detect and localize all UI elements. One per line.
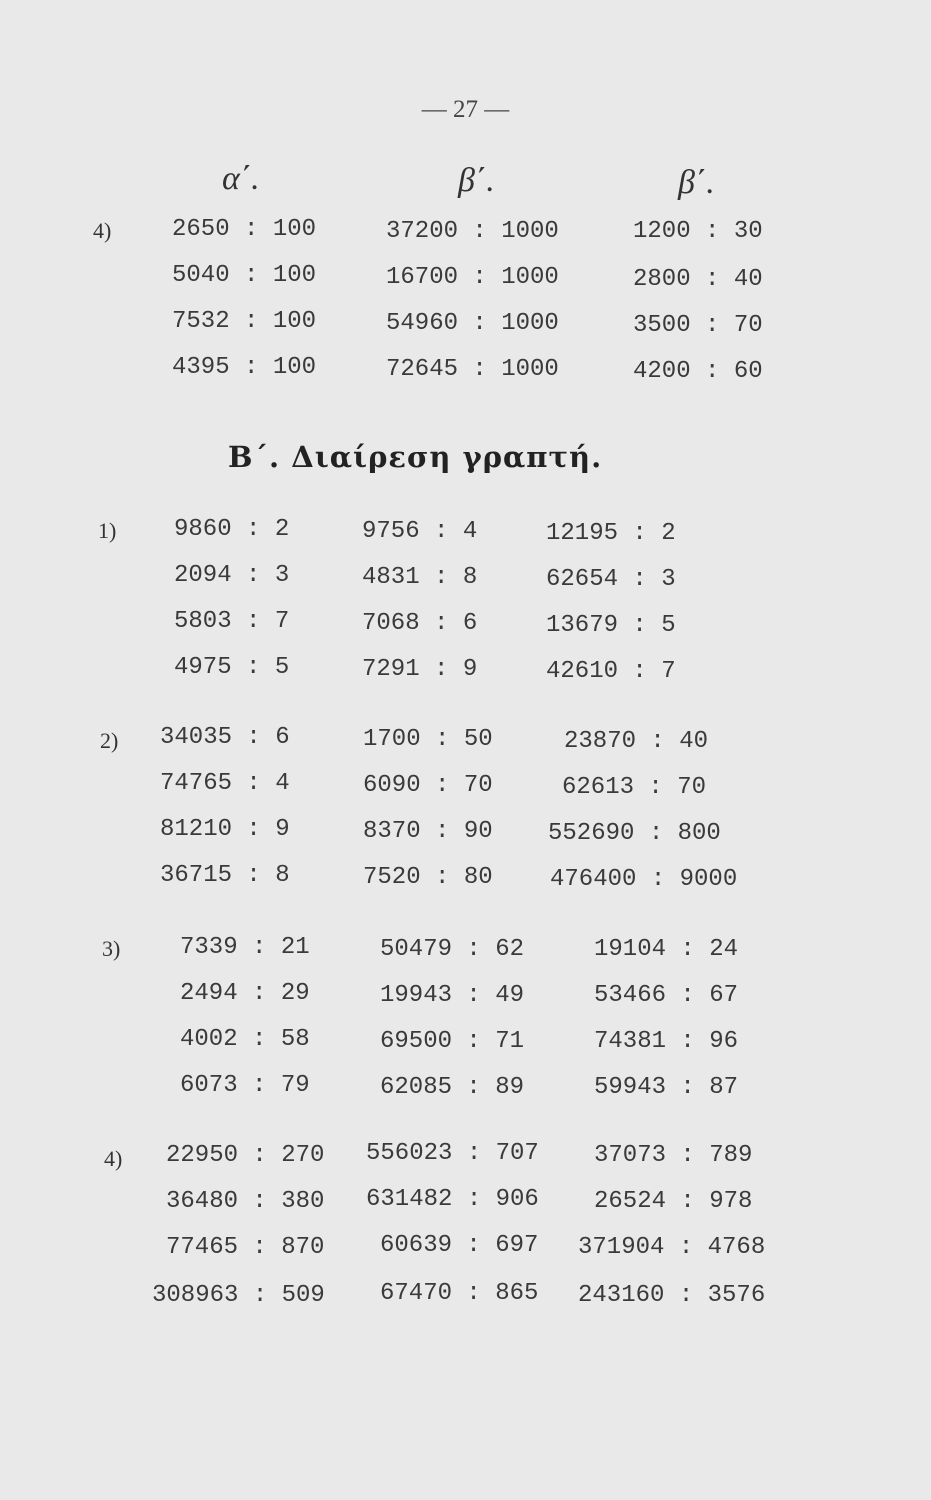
exercise-item: 1200 : 30 [633,218,763,245]
section-title: Β΄. Διαίρεση γραπτή. [228,440,603,474]
exercise-item: 476400 : 9000 [550,866,738,893]
exercise-item: 4831 : 8 [362,564,478,591]
exercise-item: 13679 : 5 [546,612,676,639]
exercise-item: 23870 : 40 [564,728,709,755]
exercise-item: 5040 : 100 [172,262,317,289]
page-number: — 27 — [421,96,510,123]
exercise-item: 16700 : 1000 [386,264,559,291]
column-header-beta-2: β΄. [678,164,715,201]
exercise-item: 3500 : 70 [633,312,763,339]
exercise-number: 4) [104,1146,123,1171]
exercise-item: 2094 : 3 [174,562,290,589]
exercise-number: 1) [98,518,117,543]
exercise-item: 37073 : 789 [594,1142,753,1169]
exercise-item: 62085 : 89 [380,1074,525,1101]
column-header-alpha: α΄. [222,160,260,197]
exercise-item: 243160 : 3576 [578,1282,766,1309]
exercise-item: 7291 : 9 [362,656,478,683]
exercise-number: 4) [93,218,112,243]
exercise-item: 36715 : 8 [160,862,290,889]
exercise-item: 7532 : 100 [172,308,317,335]
exercise-item: 37200 : 1000 [386,218,559,245]
exercise-item: 2494 : 29 [180,980,310,1007]
exercise-item: 67470 : 865 [380,1280,539,1307]
exercise-item: 77465 : 870 [166,1234,325,1261]
exercise-item: 53466 : 67 [594,982,739,1009]
exercise-item: 12195 : 2 [546,520,676,547]
exercise-item: 552690 : 800 [548,820,721,847]
exercise-item: 81210 : 9 [160,816,290,843]
exercise-item: 69500 : 71 [380,1028,525,1055]
exercise-item: 5803 : 7 [174,608,290,635]
exercise-item: 7520 : 80 [363,864,493,891]
exercise-item: 42610 : 7 [546,658,676,685]
exercise-item: 2650 : 100 [172,216,317,243]
exercise-item: 4975 : 5 [174,654,290,681]
exercise-item: 19943 : 49 [380,982,525,1009]
exercise-item: 36480 : 380 [166,1188,325,1215]
exercise-item: 8370 : 90 [363,818,493,845]
exercise-item: 7068 : 6 [362,610,478,637]
exercise-item: 6073 : 79 [180,1072,310,1099]
exercise-item: 1700 : 50 [363,726,493,753]
exercise-item: 9756 : 4 [362,518,478,545]
exercise-item: 26524 : 978 [594,1188,753,1215]
exercise-item: 556023 : 707 [366,1140,539,1167]
exercise-item: 74381 : 96 [594,1028,739,1055]
exercise-number: 3) [102,936,121,961]
exercise-item: 74765 : 4 [160,770,290,797]
exercise-item: 19104 : 24 [594,936,739,963]
exercise-item: 9860 : 2 [174,516,290,543]
exercise-item: 59943 : 87 [594,1074,739,1101]
exercise-item: 371904 : 4768 [578,1234,766,1261]
exercise-item: 34035 : 6 [160,724,290,751]
column-header-beta-1: β΄. [458,162,495,199]
exercise-item: 62654 : 3 [546,566,676,593]
exercise-item: 7339 : 21 [180,934,310,961]
exercise-item: 6090 : 70 [363,772,493,799]
exercise-item: 2800 : 40 [633,266,763,293]
exercise-item: 631482 : 906 [366,1186,539,1213]
exercise-item: 62613 : 70 [562,774,707,801]
exercise-item: 50479 : 62 [380,936,525,963]
exercise-item: 72645 : 1000 [386,356,559,383]
exercise-number: 2) [100,728,119,753]
exercise-item: 4200 : 60 [633,358,763,385]
exercise-item: 60639 : 697 [380,1232,539,1259]
exercise-item: 308963 : 509 [152,1282,325,1309]
exercise-item: 22950 : 270 [166,1142,325,1169]
exercise-item: 54960 : 1000 [386,310,559,337]
exercise-item: 4395 : 100 [172,354,317,381]
exercise-item: 4002 : 58 [180,1026,310,1053]
